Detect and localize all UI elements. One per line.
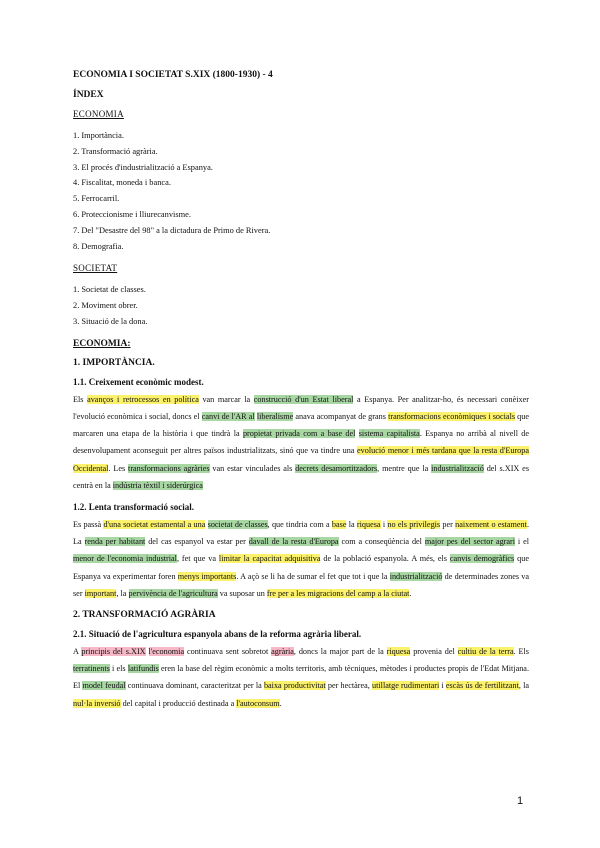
highlight-yellow: nul·la inversió [73,698,121,708]
text-run: . A açò se li ha de sumar el fet que tot i que la [236,571,390,581]
text-run: . La [73,519,529,547]
text-run: van marcar la [198,394,254,404]
text-run: , que tindria com a [267,519,332,529]
index-item: 4. Fiscalitat, moneda i banca. [73,178,171,188]
text-run: , la [518,681,529,691]
text-run: i els [109,664,128,674]
highlight-green: sistema capitalista [358,429,420,439]
highlight-green: decrets desamortitzadors [295,463,378,473]
text-run: per [440,519,456,529]
text-run: i [439,681,446,691]
subheading-1-2: 1.2. Lenta transformació social. [73,501,194,512]
text-run: . Les [108,463,129,473]
text-run: . Espanya no arribà al nivell de desenvolupament aconseguit per altres països industrialitzats, sinó que va tindre una [73,429,530,456]
index-item: 5. Ferrocarril. [73,194,120,204]
text-run: i el [515,537,530,547]
highlight-green: major pes del sector agrari [424,537,516,547]
index-item: 7. Del "Desastre del 98" a la dictadura de Primo de Rivera. [73,225,271,235]
highlight-green: model feudal [82,681,126,691]
text-run: de la població espanyola. A més, els [320,554,450,564]
highlight-yellow: cultiu de la terra [457,647,514,656]
document-page [73,70,529,720]
highlight-yellow: evolució menor i més tardana que la resta d'Europa Occidental [73,446,529,473]
page-number: 1 [517,795,524,807]
subheading-2-1: 2.1. Situació de l'agricultura espanyola abans de la reforma agrària liberal. [73,629,362,639]
highlight-green: terratinents [73,664,110,674]
text-run: la [346,519,357,529]
index-item: 3. El procés d'industrialització a Espanya. [73,162,213,172]
highlight-green: canvi de l'AR al [201,411,255,421]
highlight-green: renda per habitant [84,537,146,547]
highlight-green: propietat privada com a base del [242,429,356,439]
highlight-yellow: riquesa [386,647,411,656]
paragraph-2-1 [73,643,529,712]
text-run: eren la base del règim econòmic a molts territoris, amb tècniques, mètodes i productes propis de l'Edat Mitjana. El [73,664,529,691]
text-run: i [380,519,388,529]
highlight-green: liberalisme [256,411,294,421]
text-run: de determinades zones va ser [73,571,529,598]
index-item: 6. Proteccionisme i lliurecanvisme. [73,209,191,219]
index-item: 2. Moviment obrer. [73,301,138,311]
text-run: del capital i producció destinada a [120,698,237,708]
index-heading: ÍNDEX [73,90,104,100]
highlight-green: industrialització [431,463,484,473]
highlight-yellow: utillatge rudimentari [372,681,440,691]
highlight-yellow: escàs ús de fertilitzant [445,681,519,691]
index-item: 3. Situació de la dona. [73,316,148,326]
highlight-yellow: d'una societat estamental a una [103,519,206,529]
highlight-yellow: baixa productivitat [263,681,326,691]
text-run: , la [116,588,129,598]
text-run: , mentre que la [377,463,432,473]
highlight-green: industrialització [389,571,443,581]
highlight-yellow: limitar la capacitat adquisitiva [218,554,321,564]
highlight-green: latifundis [127,664,159,674]
highlight-yellow: base [331,519,347,529]
text-run: , fet que va [176,554,219,564]
highlight-green: societat de classes [207,519,268,529]
highlight-green: construcció d'un Estat liberal [253,394,354,404]
highlight-green: indústria tèxtil i siderúrgica [112,480,203,490]
highlight-green: davall de la resta d'Europa [248,537,339,547]
highlight-yellow: menys importants [177,571,237,581]
text-run: . [279,698,282,708]
text-run: com a conseqüència del [338,537,425,547]
text-run: . Els [513,647,529,656]
index-item: 1. Importància. [73,131,124,140]
index-item: 1. Societat de classes. [73,285,146,295]
text-run: va suposar un [217,588,267,598]
text-run: anava acompanyat de grans [293,411,389,421]
subheading-1-1: 1.1. Creixement econòmic modest. [73,376,204,387]
economia-section-heading: ECONOMIA: [73,338,131,349]
importancia-heading: 1. IMPORTÀNCIA. [73,357,155,368]
transformacio-heading: 2. TRANSFORMACIÓ AGRÀRIA [73,610,216,620]
highlight-pink: principis del s.XIX [81,647,146,656]
text-run: del s.XIX es centrà en la [73,463,530,490]
economia-index-heading: ECONOMIA [73,109,124,119]
highlight-yellow: fre per a les migracions del camp a la ciutat [266,588,410,598]
highlight-yellow: no els privilegis [387,519,441,529]
text-run: Es passà [73,519,104,529]
highlight-green: menor de l'economia industrial [73,554,177,564]
text-run: . [409,588,412,598]
societat-index-heading: SOCIETAT [73,263,118,274]
text-run: , doncs la major part de la [293,647,387,656]
text-run: per hectàrea, [325,681,373,691]
document-title: ECONOMIA I SOCIETAT S.XIX (1800-1930) - 4 [73,70,273,80]
highlight-pink: l'economia [148,647,185,656]
highlight-yellow: transformacions econòmiques i socials [388,411,516,421]
text-run: que marcaren una etapa de la història i que tindrà la [73,411,530,439]
highlight-yellow: riquesa [356,519,381,529]
text-run: continuava sent sobretot [184,647,272,656]
highlight-green: transformacions agràries [128,463,210,473]
text-run: van estar vinculades als [209,463,296,473]
index-item: 8. Demografia. [73,241,124,251]
economia-index-list [73,128,529,254]
text-run: continuava dominant, caracteritzat per la [125,681,264,691]
text-run: Els [73,394,88,404]
highlight-pink: agrària [271,647,294,656]
highlight-yellow: l'autoconsum [236,698,280,708]
highlight-yellow: naixement o estament [455,519,527,529]
highlight-green: pervivència de l'agricultura [128,588,218,598]
paragraph-1-2 [73,516,529,602]
highlight-green: canvis demogràfics [449,554,515,564]
text-run: a Espanya. Per analitzar-ho, és necessari conèixer l'evolució econòmica i social, doncs el [73,394,529,421]
text-run: que Espanya va experimentar foren [73,554,529,581]
text-run: del cas espanyol va estar per [145,537,249,547]
highlight-yellow: important [84,588,117,598]
societat-index-list [73,282,529,329]
paragraph-1-1 [73,391,529,494]
index-item: 2. Transformació agrària. [73,146,158,156]
text-run: A [73,647,82,656]
text-run: provenia del [410,647,458,656]
highlight-yellow: avanços i retrocessos en política [87,394,199,404]
